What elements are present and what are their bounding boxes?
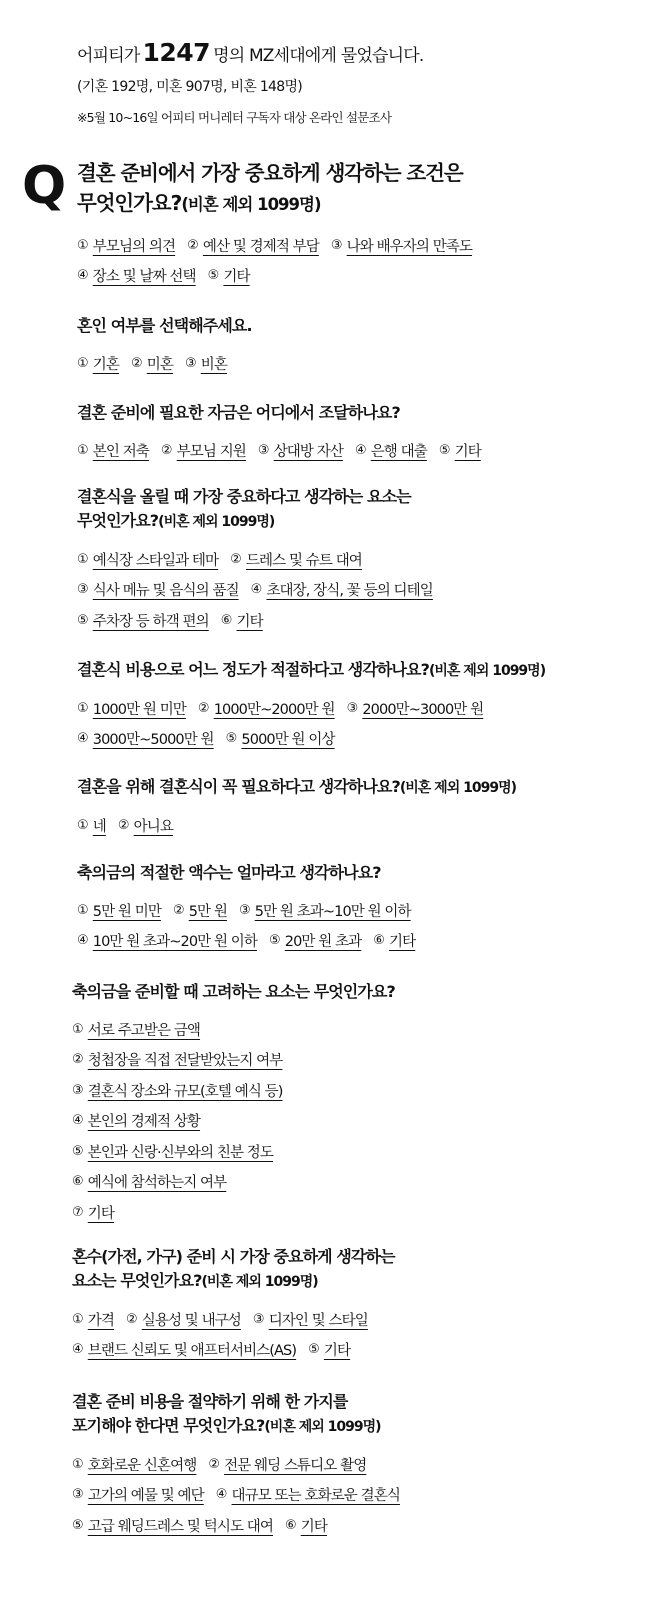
answer-option-row	[72, 1045, 647, 1076]
option-label[interactable]: 5만 원 초과~10만 원 이하	[254, 903, 411, 920]
answer-option[interactable]	[77, 930, 257, 951]
option-label[interactable]: 브랜드 신뢰도 및 애프터서비스(AS)	[87, 1343, 297, 1360]
option-number: ⑤	[225, 731, 237, 747]
answer-option[interactable]	[72, 1339, 296, 1360]
answer-options	[77, 810, 652, 841]
option-label[interactable]: 실용성 및 내구성	[141, 1312, 241, 1329]
option-label[interactable]: 장소 및 날짜 선택	[92, 269, 196, 286]
answer-option[interactable]	[72, 1484, 204, 1505]
question-title-text: 축의금의 적절한 액수는 얼마라고 생각하나요?	[77, 863, 381, 882]
answer-option[interactable]	[355, 440, 427, 461]
option-number: ⑤	[308, 1342, 319, 1358]
option-number: ③	[77, 582, 88, 598]
answer-option[interactable]	[72, 1202, 114, 1223]
respondent-breakdown: (기혼 192명, 미혼 907명, 비혼 148명)	[77, 79, 303, 95]
option-label[interactable]: 드레스 및 슈트 대여	[245, 552, 362, 569]
question-title	[72, 980, 647, 1004]
question-block	[77, 775, 652, 841]
option-label[interactable]: 예산 및 경제적 부담	[202, 238, 319, 255]
answer-option[interactable]	[251, 579, 433, 600]
option-number: ①	[77, 817, 88, 833]
option-number: ③	[72, 1487, 83, 1503]
answer-option[interactable]	[221, 610, 263, 631]
answer-option-row	[77, 348, 652, 379]
answer-options	[72, 1014, 647, 1228]
answer-option[interactable]	[347, 698, 484, 719]
option-label[interactable]: 본인의 경제적 상황	[87, 1114, 201, 1131]
answer-option[interactable]	[208, 1454, 366, 1475]
option-number: ④	[72, 1342, 83, 1358]
answer-option[interactable]	[77, 728, 214, 749]
answer-option-row	[77, 926, 652, 957]
option-number: ④	[77, 933, 88, 949]
answer-option[interactable]	[253, 1309, 368, 1330]
answer-option-row	[72, 1335, 647, 1366]
option-number: ①	[77, 355, 88, 371]
option-number: ④	[72, 1113, 83, 1129]
option-number: ⑤	[269, 933, 280, 949]
option-label[interactable]: 결혼식 장소와 규모(호텔 예식 등)	[87, 1083, 283, 1100]
answer-option[interactable]	[216, 1484, 400, 1505]
option-number: ③	[184, 355, 196, 371]
option-number: ④	[354, 442, 366, 458]
option-label[interactable]: 기타	[389, 934, 416, 951]
answer-option[interactable]	[439, 440, 481, 461]
option-number: ③	[330, 237, 342, 253]
option-label[interactable]: 나와 배우자의 만족도	[346, 238, 473, 255]
option-number: ②	[197, 700, 209, 716]
answer-options	[77, 348, 652, 379]
option-number: ③	[257, 442, 269, 458]
answer-option[interactable]	[331, 235, 472, 256]
option-label[interactable]: 예식장 스타일과 테마	[92, 552, 219, 569]
question-title-text-2: 요소는 무엇인가요?	[72, 1271, 202, 1290]
option-label[interactable]: 전문 웨딩 스튜디오 촬영	[224, 1457, 367, 1474]
answer-options	[77, 230, 652, 291]
question-title	[77, 401, 652, 425]
question-title-text: 결혼식 비용으로 어느 정도가 적절하다고 생각하나요?	[77, 660, 429, 679]
answer-options	[72, 1304, 647, 1365]
option-label[interactable]: 청첩장을 직접 전달받았는지 여부	[87, 1053, 283, 1070]
option-label[interactable]: 10만 원 초과~20만 원 이하	[92, 934, 258, 951]
question-title-text: 축의금을 준비할 때 고려하는 요소는 무엇인가요?	[72, 982, 395, 1001]
question-title-text: 결혼식을 올릴 때 가장 중요하다고 생각하는 요소는	[77, 487, 411, 506]
answer-option[interactable]	[72, 1110, 200, 1131]
answer-option-row	[72, 1304, 647, 1335]
option-label[interactable]: 본인과 신랑·신부와의 친분 정도	[87, 1144, 273, 1161]
answer-option-row	[72, 1136, 647, 1167]
answer-option[interactable]	[187, 235, 319, 256]
option-number: ②	[230, 551, 241, 567]
answer-option[interactable]	[77, 610, 209, 631]
answer-option[interactable]	[77, 900, 161, 921]
question-title-text: 혼인 여부를 선택해주세요.	[77, 316, 252, 335]
option-number: ②	[125, 1311, 137, 1327]
answer-option[interactable]	[269, 930, 361, 951]
answer-option[interactable]	[198, 698, 335, 719]
option-number: ④	[77, 731, 88, 747]
question-sample-note: (비혼 제외 1099명)	[428, 663, 546, 679]
answer-option[interactable]	[285, 1515, 327, 1536]
answer-option-row	[77, 810, 652, 841]
answer-option[interactable]	[239, 900, 411, 921]
option-label[interactable]: 본인 저축	[92, 443, 149, 460]
question-block	[77, 485, 652, 636]
option-label[interactable]: 상대방 자산	[273, 443, 343, 460]
answer-options	[72, 1449, 647, 1541]
option-label[interactable]: 2000만~3000만 원	[362, 701, 484, 718]
option-label[interactable]: 대규모 또는 호화로운 결혼식	[231, 1488, 400, 1505]
q-mark-icon: Q	[22, 156, 65, 216]
option-number: ②	[160, 442, 172, 458]
option-label[interactable]: 20만 원 초과	[284, 934, 362, 951]
answer-option[interactable]	[161, 440, 246, 461]
option-number: ⑦	[72, 1204, 83, 1220]
answer-option-row	[72, 1167, 647, 1198]
answer-option[interactable]	[72, 1454, 196, 1475]
option-label[interactable]: 서로 주고받은 금액	[87, 1022, 201, 1039]
answer-option-row	[77, 544, 652, 575]
question-title-text: 결혼 준비 비용을 절약하기 위해 한 가지를	[72, 1392, 348, 1411]
option-number: ⑥	[285, 1517, 296, 1533]
option-label[interactable]: 예식에 참석하는지 여부	[87, 1175, 227, 1192]
question-title	[77, 158, 652, 220]
question-block	[72, 1245, 647, 1365]
option-label[interactable]: 초대장, 장식, 꽃 등의 디테일	[266, 583, 433, 600]
answer-option[interactable]	[77, 815, 106, 836]
option-label[interactable]: 고가의 예물 및 예단	[87, 1488, 204, 1505]
option-label[interactable]: 기타	[223, 269, 250, 286]
option-label[interactable]: 아니요	[133, 818, 173, 835]
answer-option-row	[72, 1510, 647, 1541]
question-title	[77, 485, 652, 534]
option-number: ②	[187, 237, 198, 253]
option-label[interactable]: 기타	[87, 1205, 114, 1222]
option-number: ③	[252, 1311, 264, 1327]
answer-options	[77, 435, 652, 466]
option-label[interactable]: 1000만 원 미만	[92, 701, 186, 718]
header-suffix: 명의 MZ세대에게 물었습니다.	[213, 46, 424, 66]
option-number: ②	[130, 355, 142, 371]
option-number: ①	[77, 442, 88, 458]
option-label[interactable]: 5000만 원 이상	[241, 732, 335, 749]
option-label[interactable]: 식사 메뉴 및 음식의 품질	[92, 583, 239, 600]
option-number: ①	[72, 1021, 83, 1037]
option-number: ⑤	[207, 268, 219, 284]
option-label[interactable]: 1000만~2000만 원	[213, 701, 335, 718]
answer-option-row	[77, 261, 652, 292]
answer-option[interactable]	[72, 1080, 283, 1101]
question-block	[77, 401, 652, 466]
option-number: ⑤	[77, 612, 88, 628]
question-block	[77, 861, 652, 956]
option-label[interactable]: 비혼	[200, 356, 227, 373]
answer-option-row	[77, 435, 652, 466]
answer-option[interactable]	[173, 900, 227, 921]
answer-option[interactable]	[308, 1339, 350, 1360]
survey-note: ※5월 10~16일 어피티 머니레터 구독자 대상 온라인 설문조사	[77, 110, 392, 125]
option-number: ②	[117, 817, 129, 833]
answer-option-row	[77, 575, 652, 606]
option-number: ②	[208, 1456, 220, 1472]
answer-option-row	[72, 1197, 647, 1228]
option-label[interactable]: 3000만~5000만 원	[92, 732, 214, 749]
option-number: ⑥	[220, 612, 232, 628]
option-label[interactable]: 5만 원	[188, 903, 227, 920]
question-sample-note: (비혼 제외 1099명)	[264, 1419, 381, 1435]
header-prefix: 어피티가	[77, 46, 140, 66]
option-number: ③	[346, 700, 358, 716]
option-number: ⑤	[72, 1517, 83, 1533]
answer-option[interactable]	[77, 579, 239, 600]
option-label[interactable]: 기타	[454, 443, 481, 460]
option-number: ②	[172, 902, 184, 918]
answer-option[interactable]	[72, 1515, 273, 1536]
option-label[interactable]: 부모님의 의견	[92, 238, 176, 255]
option-number: ①	[77, 700, 88, 716]
answer-option[interactable]	[185, 353, 227, 374]
question-title	[77, 861, 652, 885]
question-title	[77, 658, 652, 683]
question-title	[77, 314, 652, 338]
answer-option-row	[77, 724, 652, 755]
answer-option[interactable]	[77, 235, 175, 256]
answer-option-row	[77, 230, 652, 261]
option-number: ④	[215, 1487, 227, 1503]
answer-option[interactable]	[77, 549, 218, 570]
answer-option[interactable]	[208, 265, 250, 286]
answer-option[interactable]	[77, 265, 196, 286]
question-title-text: 결혼 준비에 필요한 자금은 어디에서 조달하나요?	[77, 403, 400, 422]
option-label[interactable]: 기혼	[92, 356, 119, 373]
answer-option[interactable]	[126, 1309, 241, 1330]
option-number: ①	[72, 1311, 83, 1327]
option-number: ⑥	[72, 1174, 83, 1190]
answer-option-row	[77, 895, 652, 926]
answer-option[interactable]	[226, 728, 335, 749]
question-sample-note: (비혼 제외 1099명)	[399, 780, 516, 796]
option-label[interactable]: 고급 웨딩드레스 및 턱시도 대여	[87, 1518, 273, 1535]
question-title-text-2: 무엇인가요?	[77, 511, 159, 530]
option-number: ②	[72, 1052, 83, 1068]
option-label[interactable]: 호화로운 신혼여행	[87, 1457, 197, 1474]
respondent-count: 1247	[142, 38, 211, 67]
option-number: ①	[77, 237, 88, 253]
question-sample-note: (비혼 제외 1099명)	[158, 514, 275, 530]
answer-option[interactable]	[72, 1049, 282, 1070]
question-block	[77, 314, 652, 379]
question-block	[77, 158, 652, 291]
question-title	[77, 775, 652, 800]
option-label[interactable]: 기타	[323, 1343, 351, 1360]
answer-option[interactable]	[77, 353, 119, 374]
answer-options	[77, 693, 652, 754]
question-sample-note: (비혼 제외 1099명)	[181, 195, 321, 214]
option-number: ⑤	[438, 442, 450, 458]
option-label[interactable]: 주차장 등 하객 편의	[92, 613, 209, 630]
answer-option[interactable]	[373, 930, 415, 951]
answer-option-row	[77, 693, 652, 724]
option-label[interactable]: 부모님 지원	[176, 443, 246, 460]
answer-option-row	[72, 1014, 647, 1045]
survey-header	[77, 38, 637, 128]
question-title	[72, 1390, 647, 1439]
answer-option-row	[72, 1075, 647, 1106]
option-number: ①	[77, 551, 88, 567]
answer-option[interactable]	[118, 815, 173, 836]
option-number: ①	[77, 902, 88, 918]
option-label[interactable]: 디자인 및 스타일	[268, 1312, 368, 1329]
question-block	[72, 1390, 647, 1541]
answer-options	[77, 544, 652, 636]
option-label[interactable]: 은행 대출	[370, 443, 427, 460]
option-number: ①	[72, 1456, 83, 1472]
option-label[interactable]: 기타	[300, 1518, 327, 1535]
option-label[interactable]: 미혼	[146, 356, 173, 373]
answer-option[interactable]	[72, 1309, 114, 1330]
question-title	[72, 1245, 647, 1294]
question-sample-note: (비혼 제외 1099명)	[201, 1274, 318, 1290]
question-block	[72, 980, 647, 1228]
answer-option-row	[72, 1480, 647, 1511]
answer-option-row	[77, 605, 652, 636]
option-label[interactable]: 5만 원 미만	[92, 903, 161, 920]
answer-option-row	[72, 1449, 647, 1480]
option-number: ④	[250, 582, 262, 598]
answer-option[interactable]	[131, 353, 173, 374]
question-title-text-2: 무엇인가요?	[77, 191, 182, 215]
option-label[interactable]: 기타	[236, 613, 263, 630]
answer-option[interactable]	[72, 1019, 200, 1040]
option-number: ⑥	[373, 933, 385, 949]
option-number: ④	[77, 268, 88, 284]
answer-option[interactable]	[72, 1141, 273, 1162]
answer-option[interactable]	[72, 1171, 226, 1192]
header-headline	[77, 38, 637, 70]
answer-option[interactable]	[77, 440, 149, 461]
option-number: ⑤	[72, 1143, 83, 1159]
option-label[interactable]: 가격	[87, 1312, 114, 1329]
question-title-text: 결혼 준비에서 가장 중요하게 생각하는 조건은	[77, 161, 463, 185]
option-number: ③	[72, 1082, 83, 1098]
question-title-text-2: 포기해야 한다면 무엇인가요?	[72, 1416, 265, 1435]
answer-option[interactable]	[230, 549, 362, 570]
question-block	[77, 658, 652, 754]
question-title-text: 혼수(가전, 가구) 준비 시 가장 중요하게 생각하는	[72, 1247, 395, 1266]
answer-option[interactable]	[77, 698, 186, 719]
option-label[interactable]: 네	[92, 818, 106, 835]
answer-option-row	[72, 1106, 647, 1137]
question-title-text: 결혼을 위해 결혼식이 꼭 필요하다고 생각하나요?	[77, 777, 400, 796]
option-number: ③	[238, 902, 250, 918]
answer-option[interactable]	[258, 440, 343, 461]
answer-options	[77, 895, 652, 956]
